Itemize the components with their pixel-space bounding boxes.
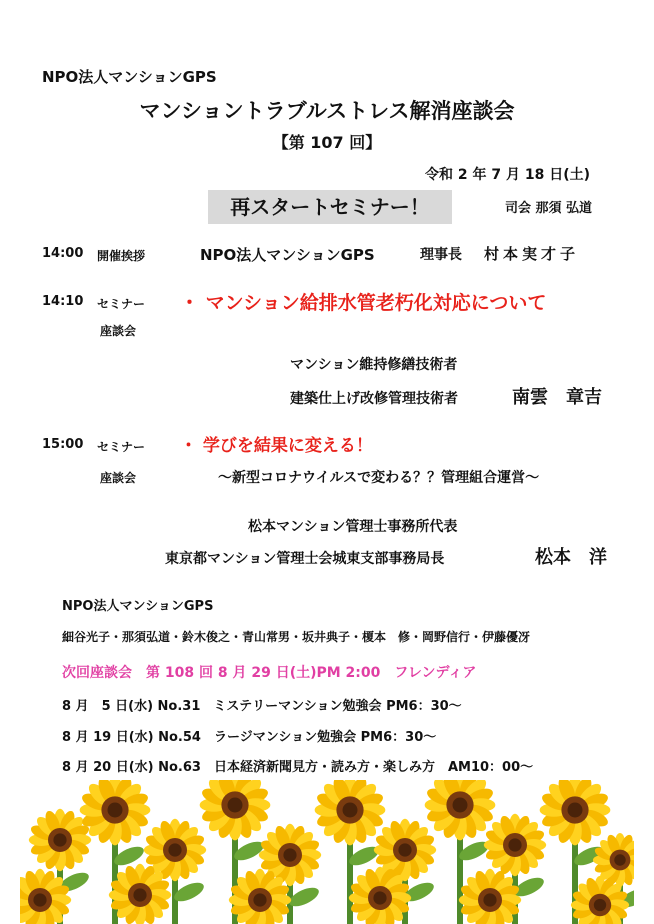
sunflower-icon <box>109 864 171 924</box>
sunflower-icon <box>315 780 386 845</box>
program-label: セミナー <box>97 297 146 311</box>
presenter-name: 松本 洋 <box>535 547 607 568</box>
restart-seminar-banner: 再スタートセミナー！ <box>208 190 452 224</box>
program-time: 15:00 <box>42 437 84 452</box>
program-label: セミナー <box>97 440 146 454</box>
sunflower-icon <box>425 780 496 840</box>
event-date: 令和 2 年 7 月 18 日(土) <box>425 167 591 183</box>
event-title: マンショントラブルストレス解消座談会 <box>139 99 515 123</box>
organization-name: NPO法人マンションGPS <box>42 68 217 86</box>
program-label: 座談会 <box>100 471 137 485</box>
sunflower-icon <box>20 869 71 924</box>
sunflower-icon <box>200 780 271 840</box>
program-time: 14:10 <box>42 294 84 309</box>
sunflower-icon <box>484 814 546 876</box>
sunflower-illustration <box>20 780 634 924</box>
program-label: 座談会 <box>100 324 137 338</box>
sunflower-icon <box>459 869 521 924</box>
moderator: 司会 那須 弘道 <box>505 201 593 216</box>
program-label: 開催挨拶 <box>97 249 146 263</box>
next-meeting: 次回座談会 第 108 回 8 月 29 日(土)PM 2:00 フレンディア <box>62 665 477 681</box>
schedule-item: 8 月 20 日(水) No.63 日本経済新聞見方・読み方・楽しみ方 AM10：00～ <box>62 760 534 775</box>
presenter-title: 松本マンション管理士事務所代表 <box>248 519 458 535</box>
presenter-title: 建築仕上げ改修管理技術者 <box>290 391 458 407</box>
sunflower-icon <box>29 809 91 871</box>
schedule-item: 8 月 19 日(水) No.54 ラージマンション勉強会 PM6：30～ <box>62 730 437 745</box>
program-organization: NPO法人マンションGPS <box>200 246 375 264</box>
seminar-title: ・ 学びを結果に変える！ <box>180 436 373 456</box>
program-time: 14:00 <box>42 246 84 261</box>
presenter-title: マンション維持修繕技術者 <box>290 357 458 373</box>
sunflower-icon <box>540 780 611 845</box>
session-number: 【第 107 回】 <box>272 133 382 152</box>
presenter-name: 村本実才子 <box>484 245 580 263</box>
seminar-title: ・ マンション給排水管老朽化対応について <box>180 292 547 314</box>
sunflower-icon <box>80 780 151 845</box>
presenter-name: 南雲 章吉 <box>512 387 602 408</box>
schedule-item: 8 月 5 日(水) No.31 ミステリーマンション勉強会 PM6：30～ <box>62 699 462 714</box>
organization-name: NPO法人マンションGPS <box>62 599 214 614</box>
seminar-subtitle: ～新型コロナウイルスで変わる？？管理組合運営～ <box>218 470 540 486</box>
member-list: 細谷光子・那須弘道・鈴木俊之・青山常男・坂井典子・榎本 修・岡野信行・伊藤優冴 <box>62 630 531 644</box>
presenter-role: 理事長 <box>420 247 462 263</box>
presenter-title: 東京都マンション管理士会城東支部事務局長 <box>165 551 445 567</box>
